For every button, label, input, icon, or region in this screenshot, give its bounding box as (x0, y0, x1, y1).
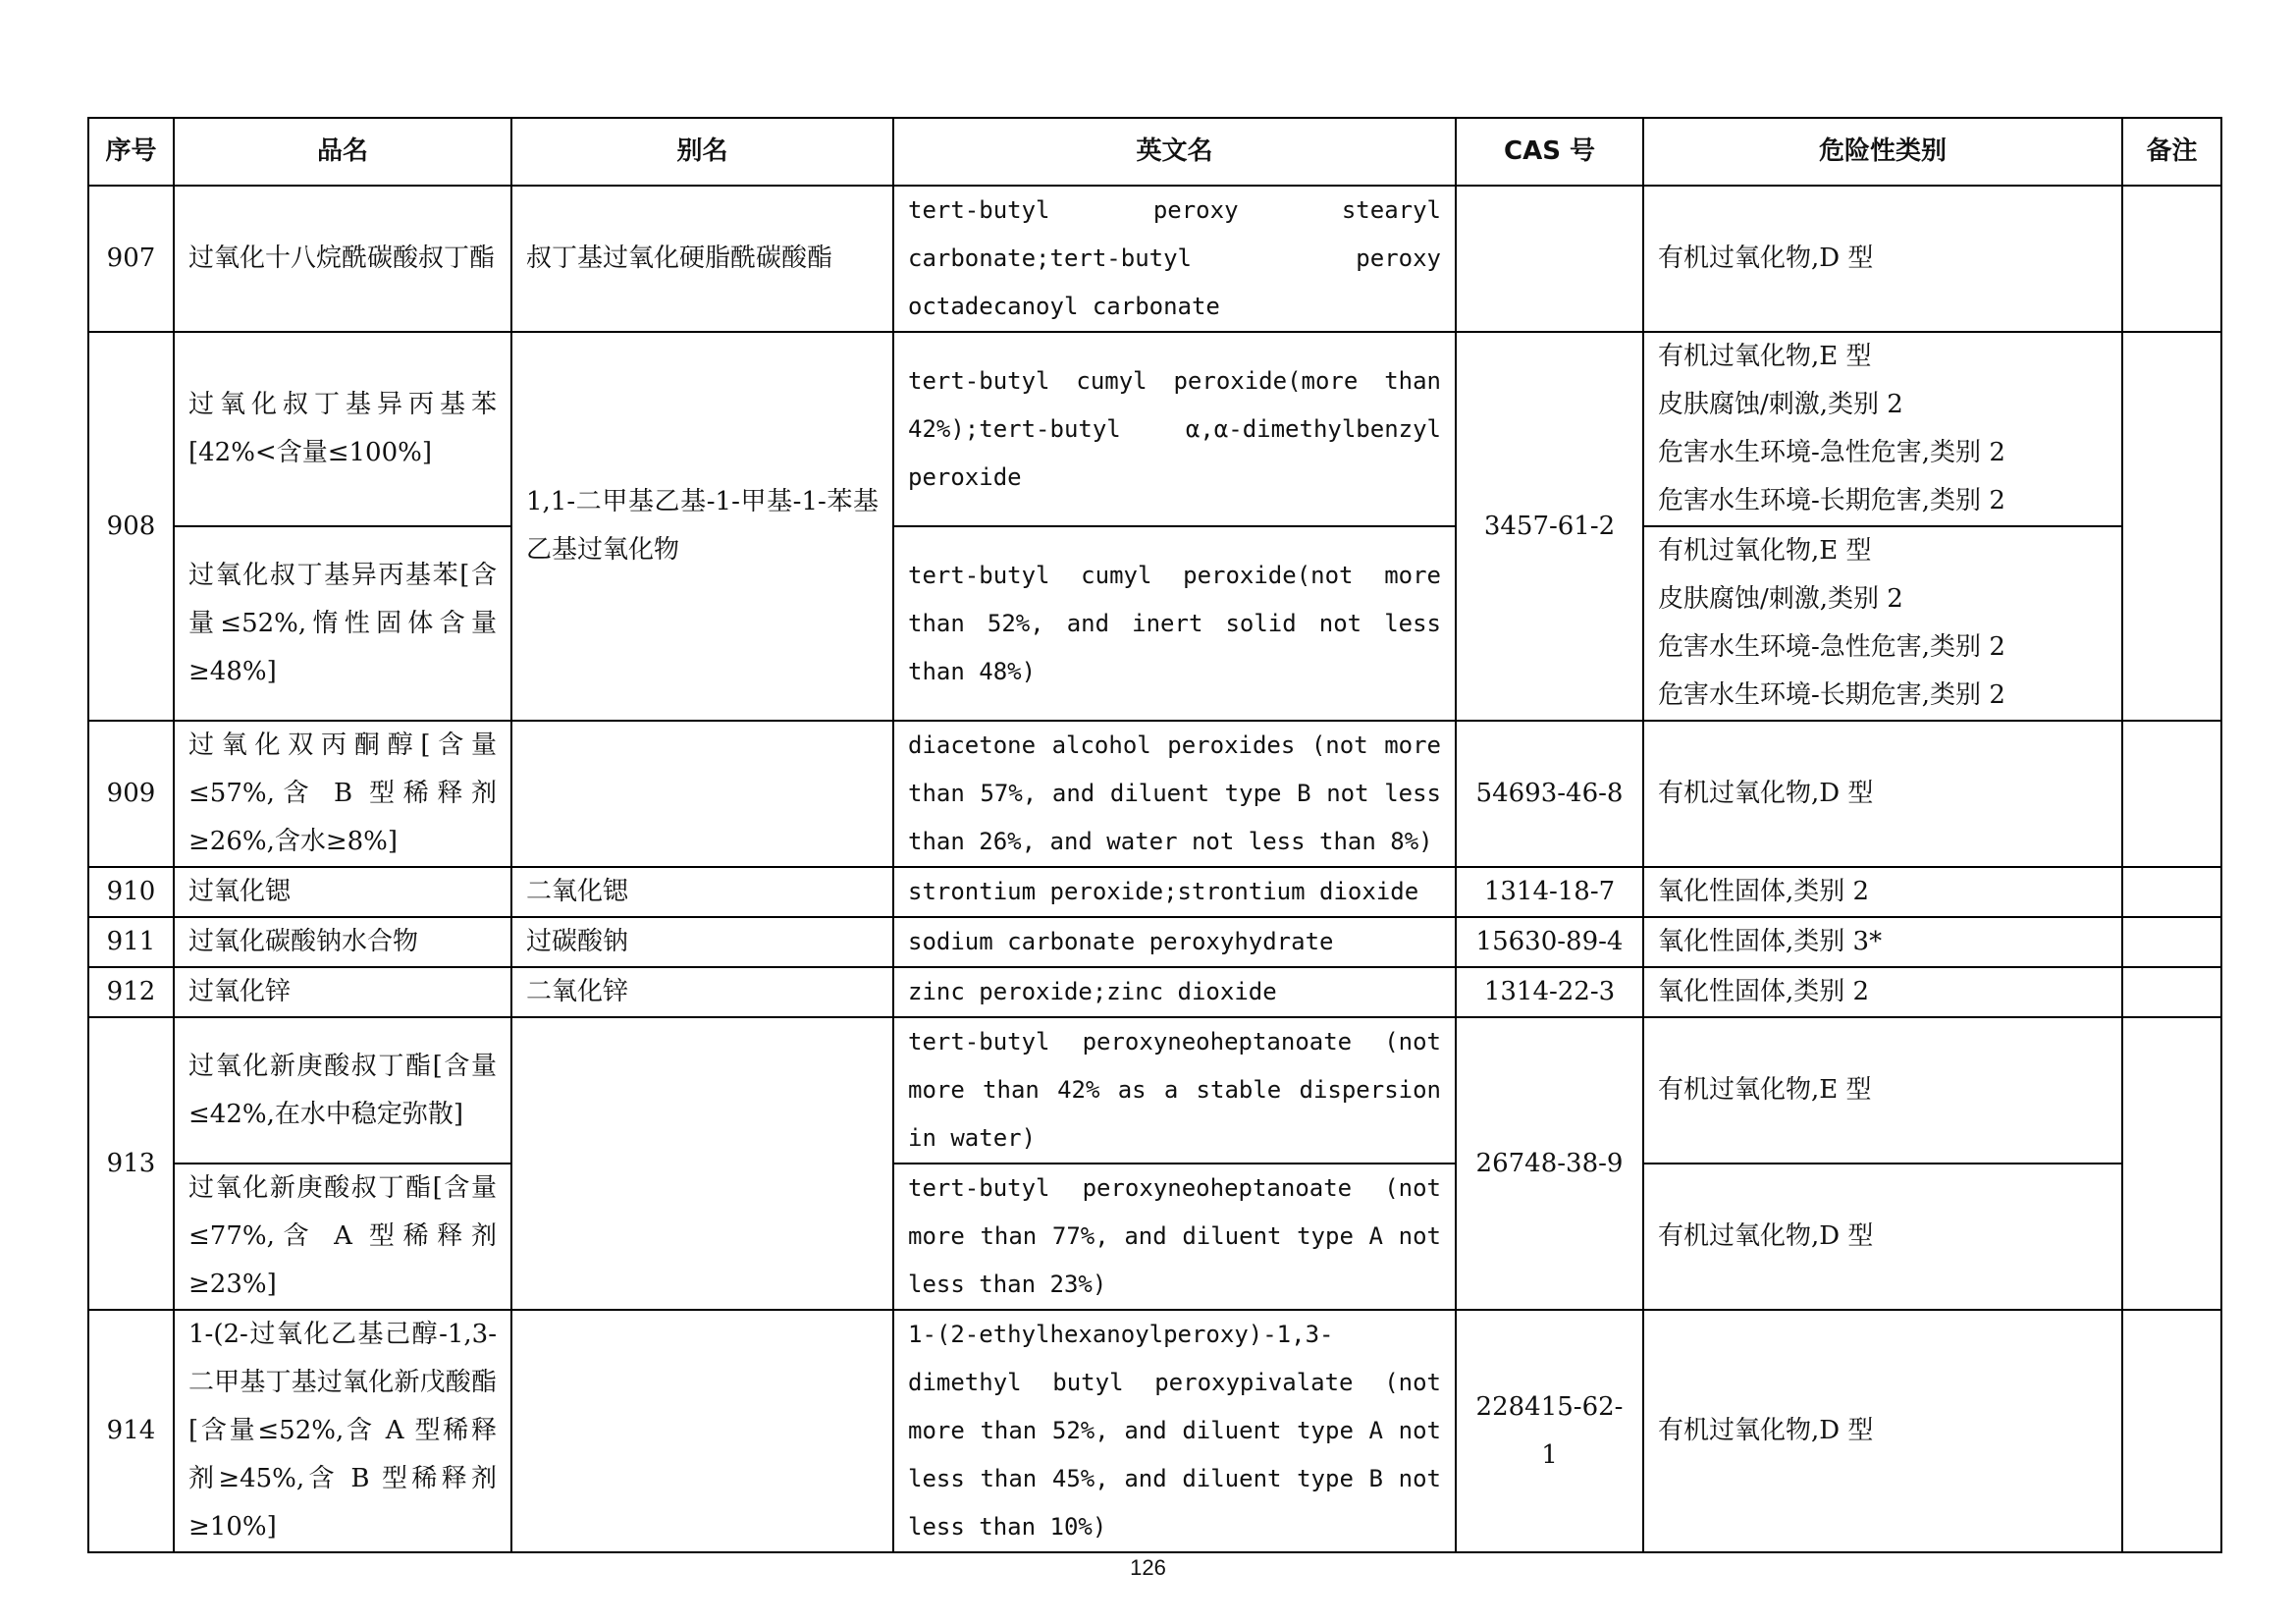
hazard-line: 有机过氧化物,E 型 (1658, 342, 1872, 371)
row-cas: 15630-89-4 (1456, 917, 1643, 967)
row-name: 过氧化双丙酮醇[含量≤57%,含 B 型稀释剂≥26%,含水≥8%] (174, 721, 511, 867)
row-hazard (1643, 186, 2122, 332)
row-english: tert-butyl cumyl peroxide(more than 42%);tert-butyl α,α-dimethylbenzyl peroxide (893, 332, 1456, 526)
row-name: 过氧化新庚酸叔丁酯[含量≤77%,含 A 型稀释剂≥23%] (174, 1164, 511, 1310)
row-english: tert-butyl peroxyneoheptanoate (not more than 77%, and diluent type A not less than 23%) (893, 1164, 1456, 1310)
row-english: 1-(2-ethylhexanoylperoxy)-1,3-dimethyl butyl peroxypivalate (not more than 52%, and diluent type A not less than 45%, and diluent type B not less than 10%) (893, 1310, 1456, 1552)
hazard-line: 氧化性固体,类别 2 (1658, 877, 1870, 906)
row-note (2122, 721, 2221, 867)
row-note (2122, 1310, 2221, 1552)
row-no: 907 (88, 186, 174, 332)
row-no: 909 (88, 721, 174, 867)
hazard-line: 有机过氧化物,D 型 (1658, 244, 1874, 273)
table-row (88, 967, 2221, 1017)
row-hazard (1643, 332, 2122, 526)
hazard-line: 氧化性固体,类别 2 (1658, 977, 1870, 1006)
row-name: 过氧化新庚酸叔丁酯[含量≤42%,在水中稳定弥散] (174, 1017, 511, 1164)
row-no: 914 (88, 1310, 174, 1552)
row-name: 过氧化碳酸钠水合物 (174, 917, 511, 967)
table-row (88, 721, 2221, 867)
table-row (88, 867, 2221, 917)
row-name: 过氧化锶 (174, 867, 511, 917)
hazard-line: 有机过氧化物,D 型 (1658, 1416, 1874, 1445)
row-no: 908 (88, 332, 174, 721)
row-note (2122, 917, 2221, 967)
row-name: 1-(2-过氧化乙基己醇-1,3-二甲基丁基过氧化新戊酸酯[含量≤52%,含 A 型稀释剂≥45%,含 B 型稀释剂≥10%] (174, 1310, 511, 1552)
row-note (2122, 967, 2221, 1017)
table-row (88, 1164, 2221, 1310)
header-cas: CAS 号 (1456, 118, 1643, 186)
hazard-line: 有机过氧化物,D 型 (1658, 779, 1874, 808)
hazard-line: 氧化性固体,类别 3* (1658, 927, 1883, 956)
chemical-table (87, 117, 2222, 1553)
table-row (88, 332, 2221, 526)
row-hazard (1643, 1164, 2122, 1310)
row-hazard (1643, 721, 2122, 867)
table-row (88, 186, 2221, 332)
row-alias: 叔丁基过氧化硬脂酰碳酸酯 (511, 186, 893, 332)
header-english: 英文名 (893, 118, 1456, 186)
row-note (2122, 867, 2221, 917)
row-cas: 1314-18-7 (1456, 867, 1643, 917)
row-name: 过氧化锌 (174, 967, 511, 1017)
row-note (2122, 186, 2221, 332)
hazard-line: 有机过氧化物,E 型 (1658, 536, 1872, 566)
row-hazard (1643, 867, 2122, 917)
header-note: 备注 (2122, 118, 2221, 186)
row-alias: 过碳酸钠 (511, 917, 893, 967)
row-name: 过氧化十八烷酰碳酸叔丁酯 (174, 186, 511, 332)
row-english: sodium carbonate peroxyhydrate (893, 917, 1456, 967)
row-no: 913 (88, 1017, 174, 1310)
header-name: 品名 (174, 118, 511, 186)
hazard-line: 危害水生环境-长期危害,类别 2 (1658, 680, 2005, 710)
row-alias: 二氧化锌 (511, 967, 893, 1017)
row-no: 910 (88, 867, 174, 917)
hazard-line: 皮肤腐蚀/刺激,类别 2 (1658, 584, 1903, 614)
row-english: zinc peroxide;zinc dioxide (893, 967, 1456, 1017)
row-cas: 1314-22-3 (1456, 967, 1643, 1017)
header-alias: 别名 (511, 118, 893, 186)
row-cas: 228415-62-1 (1456, 1310, 1643, 1552)
row-no: 912 (88, 967, 174, 1017)
row-english: strontium peroxide;strontium dioxide (893, 867, 1456, 917)
row-alias (511, 1310, 893, 1552)
table-row (88, 917, 2221, 967)
row-alias (511, 721, 893, 867)
table-row (88, 1310, 2221, 1552)
hazard-line: 危害水生环境-长期危害,类别 2 (1658, 486, 2005, 515)
row-english: tert-butyl peroxy stearyl carbonate;tert-butyl peroxy octadecanoyl carbonate (893, 186, 1456, 332)
table-row (88, 1017, 2221, 1164)
row-note (2122, 332, 2221, 721)
row-english: diacetone alcohol peroxides (not more than 57%, and diluent type B not less than 26%, and water not less than 8%) (893, 721, 1456, 867)
row-alias: 1,1-二甲基乙基-1-甲基-1-苯基乙基过氧化物 (511, 332, 893, 721)
row-english: tert-butyl cumyl peroxide(not more than 52%, and inert solid not less than 48%) (893, 526, 1456, 721)
row-name: 过氧化叔丁基异丙基苯[42%<含量≤100%] (174, 332, 511, 526)
table-row (88, 526, 2221, 721)
row-alias: 二氧化锶 (511, 867, 893, 917)
row-alias (511, 1017, 893, 1310)
row-name: 过氧化叔丁基异丙基苯[含量≤52%,惰性固体含量≥48%] (174, 526, 511, 721)
row-hazard (1643, 1310, 2122, 1552)
header-row (88, 118, 2221, 186)
row-cas: 26748-38-9 (1456, 1017, 1643, 1310)
row-hazard (1643, 526, 2122, 721)
page-number: 126 (1130, 1555, 1166, 1580)
hazard-line: 危害水生环境-急性危害,类别 2 (1658, 438, 2005, 467)
row-cas: 3457-61-2 (1456, 332, 1643, 721)
row-no: 911 (88, 917, 174, 967)
row-cas (1456, 186, 1643, 332)
hazard-line: 有机过氧化物,E 型 (1658, 1075, 1872, 1105)
row-hazard (1643, 917, 2122, 967)
hazard-line: 有机过氧化物,D 型 (1658, 1221, 1874, 1251)
header-no: 序号 (88, 118, 174, 186)
hazard-line: 危害水生环境-急性危害,类别 2 (1658, 632, 2005, 662)
row-hazard (1643, 967, 2122, 1017)
row-english: tert-butyl peroxyneoheptanoate (not more than 42% as a stable dispersion in water) (893, 1017, 1456, 1164)
row-hazard (1643, 1017, 2122, 1164)
row-note (2122, 1017, 2221, 1310)
header-hazard: 危险性类别 (1643, 118, 2122, 186)
row-cas: 54693-46-8 (1456, 721, 1643, 867)
hazard-line: 皮肤腐蚀/刺激,类别 2 (1658, 390, 1903, 419)
